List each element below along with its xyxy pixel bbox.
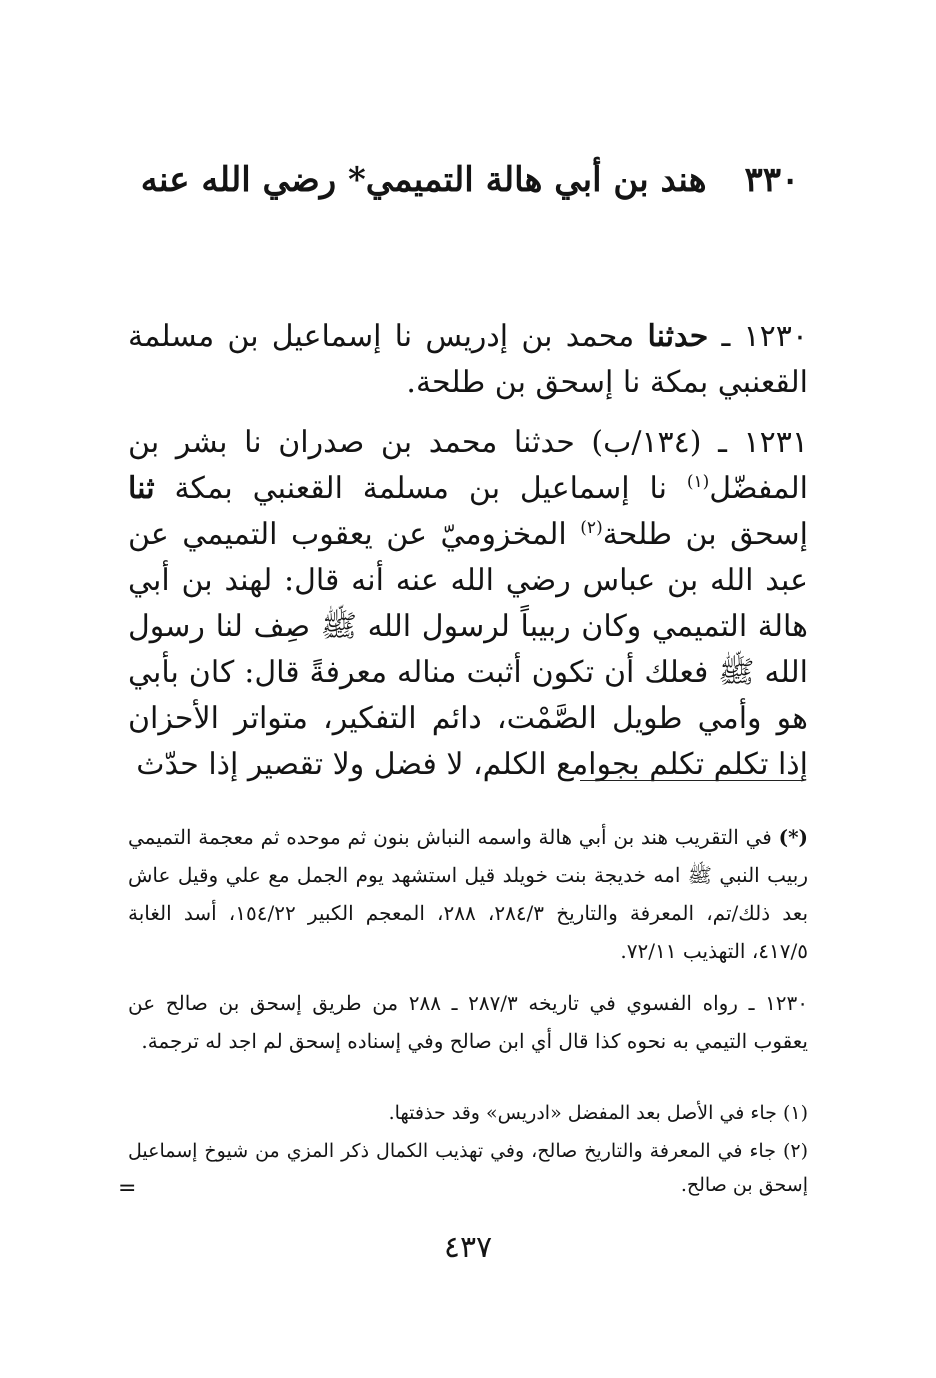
footnote-text: جاء في الأصل بعد المفضل «ادريس» وقد حذفتها. xyxy=(388,1102,777,1124)
footnote-star xyxy=(128,818,808,970)
footnote-1230 xyxy=(128,984,808,1060)
hadith-number: ١٢٣٠ ـ xyxy=(721,319,808,354)
footnote-divider xyxy=(580,780,804,781)
footnote-mark: (٢) xyxy=(782,1140,808,1162)
footnote-mark: ١٢٣٠ ـ xyxy=(748,991,809,1015)
footnote-1 xyxy=(128,1096,808,1130)
footnote-2 xyxy=(128,1134,808,1202)
section-number: ٣٣٠ xyxy=(744,160,800,200)
hadith-text: محمد بن إدريس نا إسماعيل بن مسلمة القعنبي بمكة نا إسحق بن طلحة. xyxy=(128,319,808,400)
hadith-1231 xyxy=(128,420,808,788)
section-name: هند بن أبي هالة التميمي* رضي الله عنه xyxy=(140,160,707,200)
section-title xyxy=(120,150,820,210)
footnote-ref-1[interactable]: (١) xyxy=(686,472,710,492)
footnote-text: في التقريب هند بن أبي هالة واسمه النباش بنون ثم موحده ثم معجمة التميمي ربيب النبي ﷺ امه خديجة بنت خويلد قيل استشهد يوم الجمل مع علي وقيل عاش بعد ذلك/تم، المعرفة والتاريخ ٢٨٤/٣، ٢٨٨، المعجم الكبير ١٥٤/٢٢، أسد الغابة ٤١٧/٥، التهذيب ٧٢/١١. xyxy=(128,825,809,963)
hadith-text-part4: المخزوميّ عن يعقوب التميمي عن عبد الله بن عباس رضي الله عنه أنه قال: لهند بن أبي هالة التميمي وكان ربيباً لرسول الله ﷺ صِف لنا رسول الله ﷺ فعلك أن تكون أثبت مناله معرفةً قال: كان بأبي هو وأمي طويل الصَّمْت، دائم التفكير، متواتر الأحزان إذا تكلم تكلم بجوامع الكلم، لا فضل ولا تقصير إذا حدّث xyxy=(128,517,808,782)
footnote-ref-2[interactable]: (٢) xyxy=(580,518,603,538)
hadith-bold-word: ثنا xyxy=(128,471,155,506)
hadith-text-part1: ١٢٣١ ـ (١٣٤/ب) حدثنا محمد بن صدران نا بشر بن المفضّل xyxy=(128,425,808,506)
continuation-mark: = xyxy=(118,1176,137,1201)
footnote-text: رواه الفسوي في تاريخه ٢٨٧/٣ ـ ٢٨٨ من طريق إسحق بن صالح عن يعقوب التيمي به نحوه كذا قال أي ابن صالح وفي إسناده إسحق لم اجد له ترجمة. xyxy=(128,991,808,1053)
footnote-text: جاء في المعرفة والتاريخ صالح، وفي تهذيب الكمال ذكر المزي من شيوخ إسماعيل إسحق بن صالح. xyxy=(128,1140,808,1196)
hadith-1230 xyxy=(128,314,808,406)
page-number: ٤٣٧ xyxy=(443,1230,493,1265)
hadith-bold-word: حدثنا xyxy=(647,319,709,354)
footnote-mark: (*) xyxy=(778,825,809,849)
hadith-text-part3: إسحق بن طلحة xyxy=(602,517,808,552)
hadith-text-part2: نا إسماعيل بن مسلمة القعنبي بمكة xyxy=(174,471,667,506)
footnote-mark: (١) xyxy=(782,1102,808,1124)
